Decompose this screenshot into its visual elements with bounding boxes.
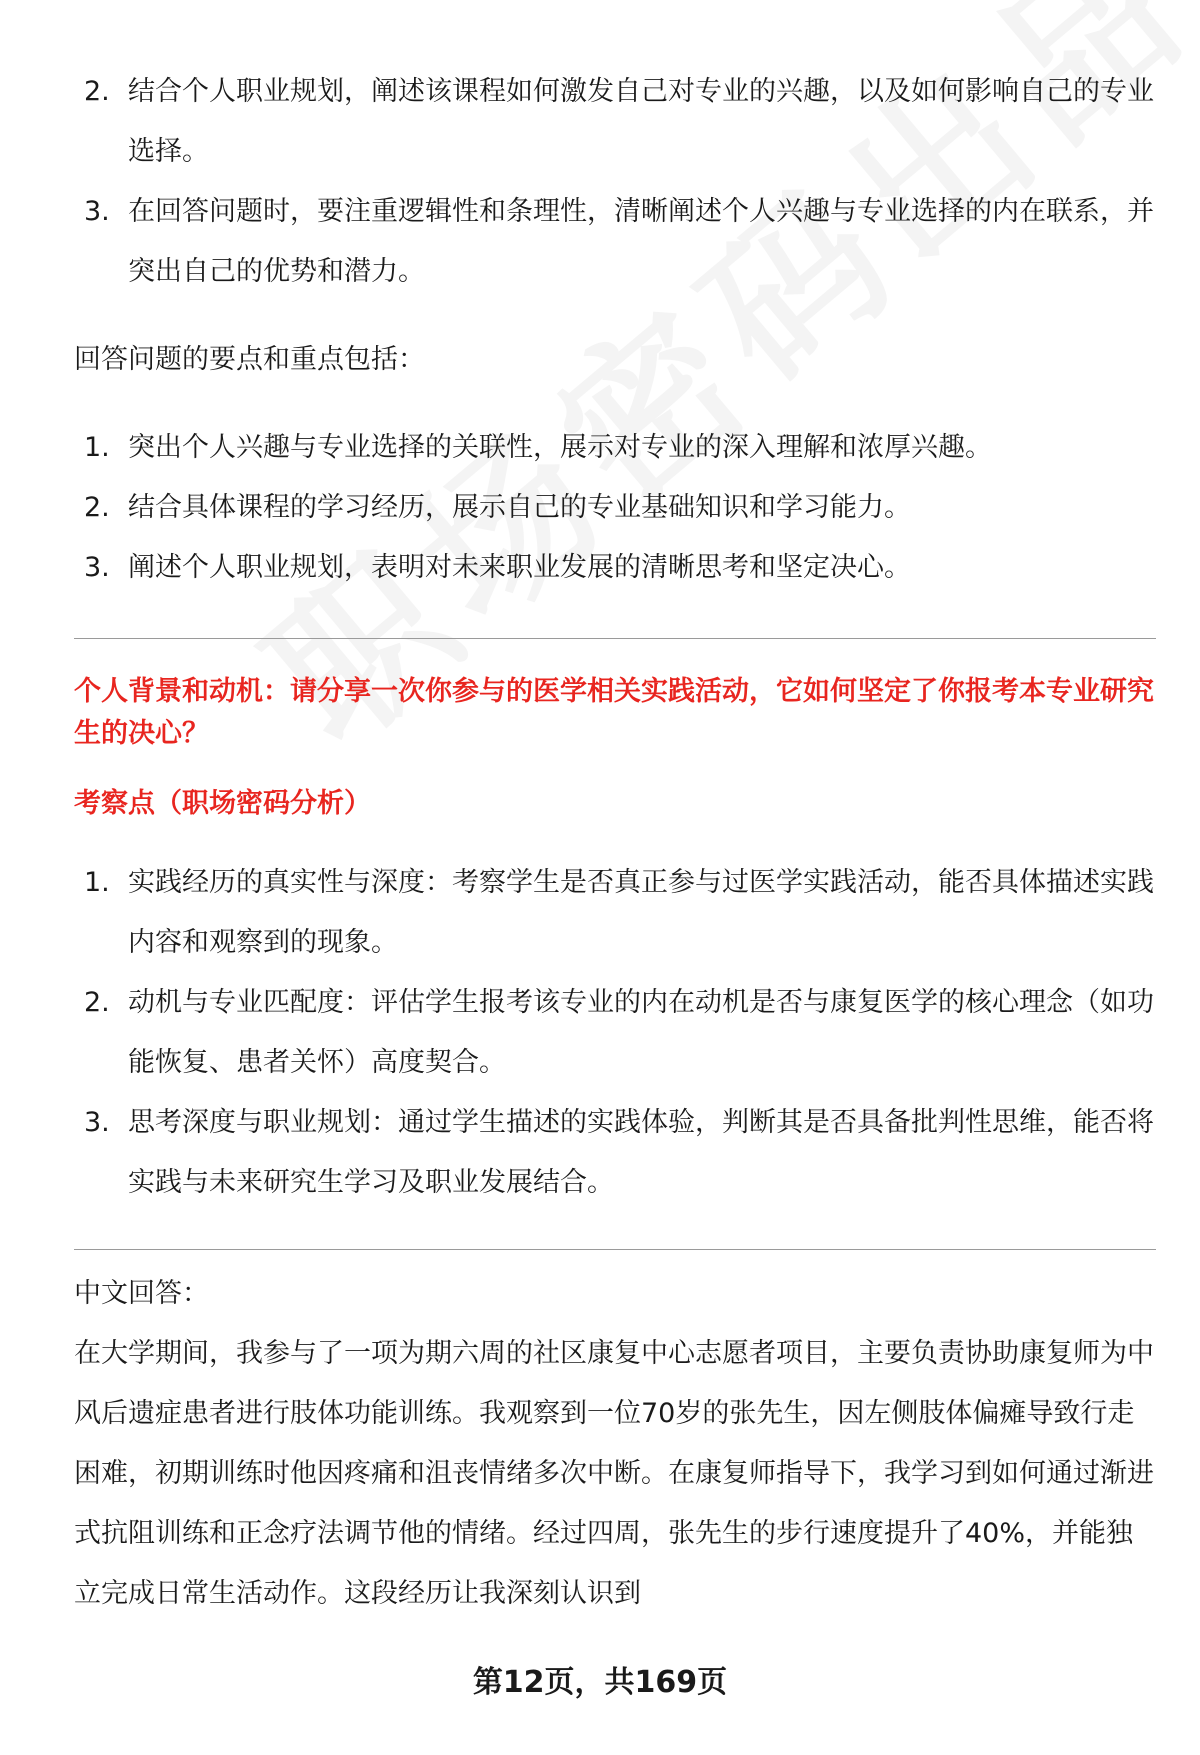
list-text: 结合具体课程的学习经历，展示自己的专业基础知识和学习能力。 xyxy=(128,492,911,523)
list-number: 3. xyxy=(84,552,110,583)
list-number: 2. xyxy=(84,987,110,1018)
list-number: 2. xyxy=(84,492,110,523)
list-item xyxy=(74,478,1156,538)
top-numbered-list xyxy=(74,62,1156,302)
list-number: 3. xyxy=(84,196,110,227)
key-points-list xyxy=(74,418,1156,598)
list-item xyxy=(74,418,1156,478)
list-number: 1. xyxy=(84,867,110,898)
list-item xyxy=(74,1093,1156,1213)
list-text: 实践经历的真实性与深度：考察学生是否真正参与过医学实践活动，能否具体描述实践内容和观察到的现象。 xyxy=(128,867,1154,958)
list-item xyxy=(74,853,1156,973)
key-points-intro: 回答问题的要点和重点包括： xyxy=(74,344,425,375)
list-item xyxy=(74,62,1156,182)
list-number: 1. xyxy=(84,432,110,463)
list-text: 动机与专业匹配度：评估学生报考该专业的内在动机是否与康复医学的核心理念（如功能恢复、患者关怀）高度契合。 xyxy=(128,987,1154,1078)
assessment-points-list xyxy=(74,853,1156,1213)
answer-text: 在大学期间，我参与了一项为期六周的社区康复中心志愿者项目，主要负责协助康复师为中风后遗症患者进行肢体功能训练。我观察到一位70岁的张先生，因左侧肢体偏瘫导致行走困难，初期训练时他因疼痛和沮丧情绪多次中断。在康复师指导下，我学习到如何通过渐进式抗阻训练和正念疗法调节他的情绪。经过四周，张先生的步行速度提升了40%，并能独立完成日常生活动作。这段经历让我深刻认识到 xyxy=(74,1338,1154,1609)
list-item xyxy=(74,973,1156,1093)
page-content xyxy=(74,62,1156,1624)
list-number: 3. xyxy=(84,1107,110,1138)
page-footer: 第12页，共169页 xyxy=(472,1665,728,1700)
question-title: 个人背景和动机：请分享一次你参与的医学相关实践活动，它如何坚定了你报考本专业研究生的决心？ xyxy=(74,676,1154,749)
list-number: 2. xyxy=(84,76,110,107)
list-text: 思考深度与职业规划：通过学生描述的实践体验，判断其是否具备批判性思维，能否将实践与未来研究生学习及职业发展结合。 xyxy=(128,1107,1154,1198)
list-text: 结合个人职业规划，阐述该课程如何激发自己对专业的兴趣，以及如何影响自己的专业选择。 xyxy=(128,76,1154,167)
answer-label: 中文回答： xyxy=(74,1278,209,1309)
list-text: 在回答问题时，要注重逻辑性和条理性，清晰阐述个人兴趣与专业选择的内在联系，并突出自己的优势和潜力。 xyxy=(128,196,1154,287)
list-text: 突出个人兴趣与专业选择的关联性，展示对专业的深入理解和浓厚兴趣。 xyxy=(128,432,992,463)
question-subtitle: 考察点（职场密码分析） xyxy=(74,788,371,819)
list-item xyxy=(74,538,1156,598)
list-item xyxy=(74,182,1156,302)
list-text: 阐述个人职业规划，表明对未来职业发展的清晰思考和坚定决心。 xyxy=(128,552,911,583)
